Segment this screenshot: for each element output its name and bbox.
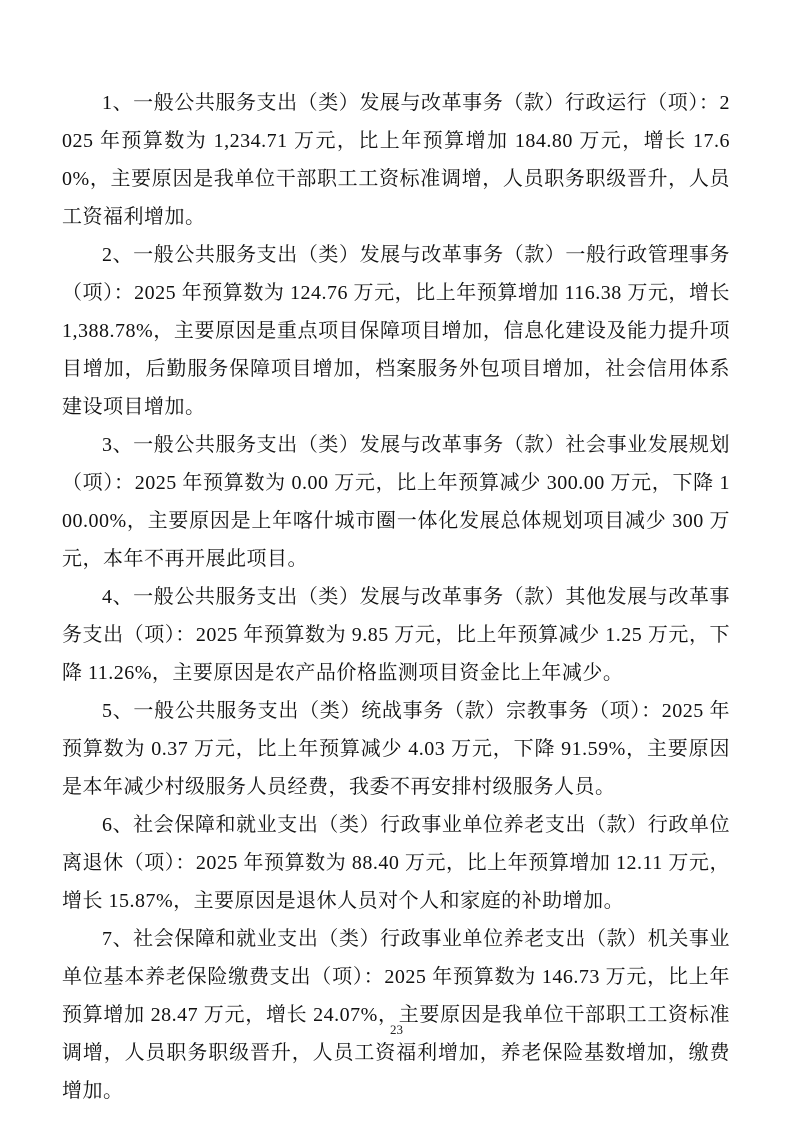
budget-paragraph-1: 1、一般公共服务支出（类）发展与改革事务（款）行政运行（项）：2025 年预算数为 1,234.71 万元，比上年预算增加 184.80 万元，增长 17.60%，主要原因是我单位干部职工工资标准调增，人员职务职级晋升，人员工资福利增加。	[62, 92, 730, 228]
budget-paragraph-2: 2、一般公共服务支出（类）发展与改革事务（款）一般行政管理事务（项）：2025 年预算数为 124.76 万元，比上年预算增加 116.38 万元，增长 1,388.78%，主要原因是重点项目保障项目增加，信息化建设及能力提升项目增加，后勤服务保障项目增加，档案服务外包项目增加，社会信用体系建设项目增加。	[62, 244, 730, 418]
budget-paragraph-6: 6、社会保障和就业支出（类）行政事业单位养老支出（款）行政单位离退休（项）：2025 年预算数为 88.40 万元，比上年预算增加 12.11 万元，增长 15.87%，主要原因是退休人员对个人和家庭的补助增加。	[62, 814, 730, 912]
budget-paragraph-3: 3、一般公共服务支出（类）发展与改革事务（款）社会事业发展规划（项）：2025 年预算数为 0.00 万元，比上年预算减少 300.00 万元，下降 100.00%，主要原因是上年喀什城市圈一体化发展总体规划项目减少 300 万元，本年不再开展此项目。	[62, 434, 730, 570]
budget-paragraph-4: 4、一般公共服务支出（类）发展与改革事务（款）其他发展与改革事务支出（项）：2025 年预算数为 9.85 万元，比上年预算减少 1.25 万元，下降 11.26%，主要原因是农产品价格监测项目资金比上年减少。	[62, 586, 730, 684]
document-body	[62, 84, 730, 1110]
page-number: 23	[390, 1022, 403, 1037]
budget-paragraph-7: 7、社会保障和就业支出（类）行政事业单位养老支出（款）机关事业单位基本养老保险缴费支出（项）：2025 年预算数为 146.73 万元，比上年预算增加 28.47 万元，增长 24.07%，主要原因是我单位干部职工工资标准调增，人员职务职级晋升，人员工资福利增加，养老保险基数增加，缴费增加。	[62, 928, 730, 1102]
budget-paragraph-5: 5、一般公共服务支出（类）统战事务（款）宗教事务（项）：2025 年预算数为 0.37 万元，比上年预算减少 4.03 万元，下降 91.59%，主要原因是本年减少村级服务人员经费，我委不再安排村级服务人员。	[62, 700, 730, 798]
